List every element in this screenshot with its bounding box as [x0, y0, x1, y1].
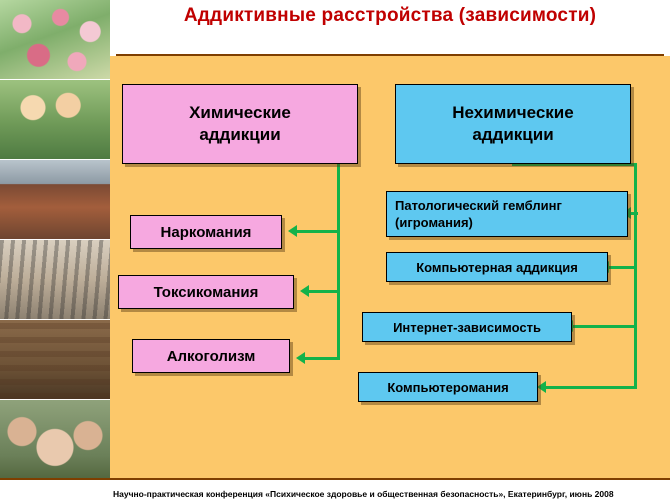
item-alkogolizm-label: Алкоголизм [166, 347, 256, 365]
item-computer-addiction [386, 252, 608, 282]
nonchemical-heading-line2: аддикции [472, 125, 554, 144]
chemical-heading-line1: Химические [189, 103, 291, 122]
page-title [110, 4, 670, 28]
item-gambling [386, 191, 628, 237]
chemical-heading-line2: аддикции [199, 125, 281, 144]
item-alkogolizm [132, 339, 290, 373]
item-narkomaniya [130, 215, 282, 249]
item-computer-addiction-label: Компьютерная аддикция [416, 259, 578, 275]
chemical-arrow-2 [300, 285, 309, 297]
item-computer-mania [358, 372, 538, 402]
chemical-arrow-1 [288, 225, 297, 237]
item-toksikomaniya-label: Токсикомания [153, 283, 259, 301]
wooden-texture-photo [0, 320, 110, 400]
chemical-branch-line-1 [297, 230, 340, 233]
page-title-line1: Аддиктивные расстройства [183, 5, 454, 26]
nonchemical-heading-box [395, 84, 631, 164]
item-computer-mania-label: Компьютеромания [387, 379, 509, 395]
chemical-branch-line-2 [309, 290, 340, 293]
item-internet-dependence-label: Интернет-зависимость [393, 319, 541, 335]
children-on-bicycle-photo [0, 80, 110, 160]
chemical-heading-box [122, 84, 358, 164]
building-street-photo [0, 160, 110, 240]
nonchemical-heading-line1: Нехимические [452, 103, 574, 122]
chemical-arrow-3 [296, 352, 305, 364]
footer-caption: Научно-практическая конференция «Психическое здоровье и общественная безопасность», Екатеринбург, июнь 2008 [113, 489, 614, 499]
crowd-of-people-photo [0, 0, 110, 80]
chemical-trunk-line [337, 164, 340, 360]
page-title-line2: (зависимости) [458, 5, 597, 26]
nonchemical-branch-line-2 [608, 266, 637, 269]
item-internet-dependence [362, 312, 572, 342]
chemical-branch-line-3 [305, 357, 340, 360]
item-toksikomaniya [118, 275, 294, 309]
item-gambling-line1: Патологический гемблинг [395, 198, 562, 213]
photo-strip [0, 0, 110, 480]
nonchemical-branch-line-4 [545, 386, 637, 389]
item-narkomaniya-label: Наркомания [160, 223, 252, 241]
nonchemical-trunk-line [634, 164, 637, 388]
queue-of-people-photo [0, 240, 110, 320]
item-gambling-line2: (игромания) [395, 215, 473, 230]
nonchemical-branch-line-3 [572, 325, 637, 328]
nonchemical-arrow-4 [537, 381, 546, 393]
hands-circle-photo [0, 400, 110, 480]
